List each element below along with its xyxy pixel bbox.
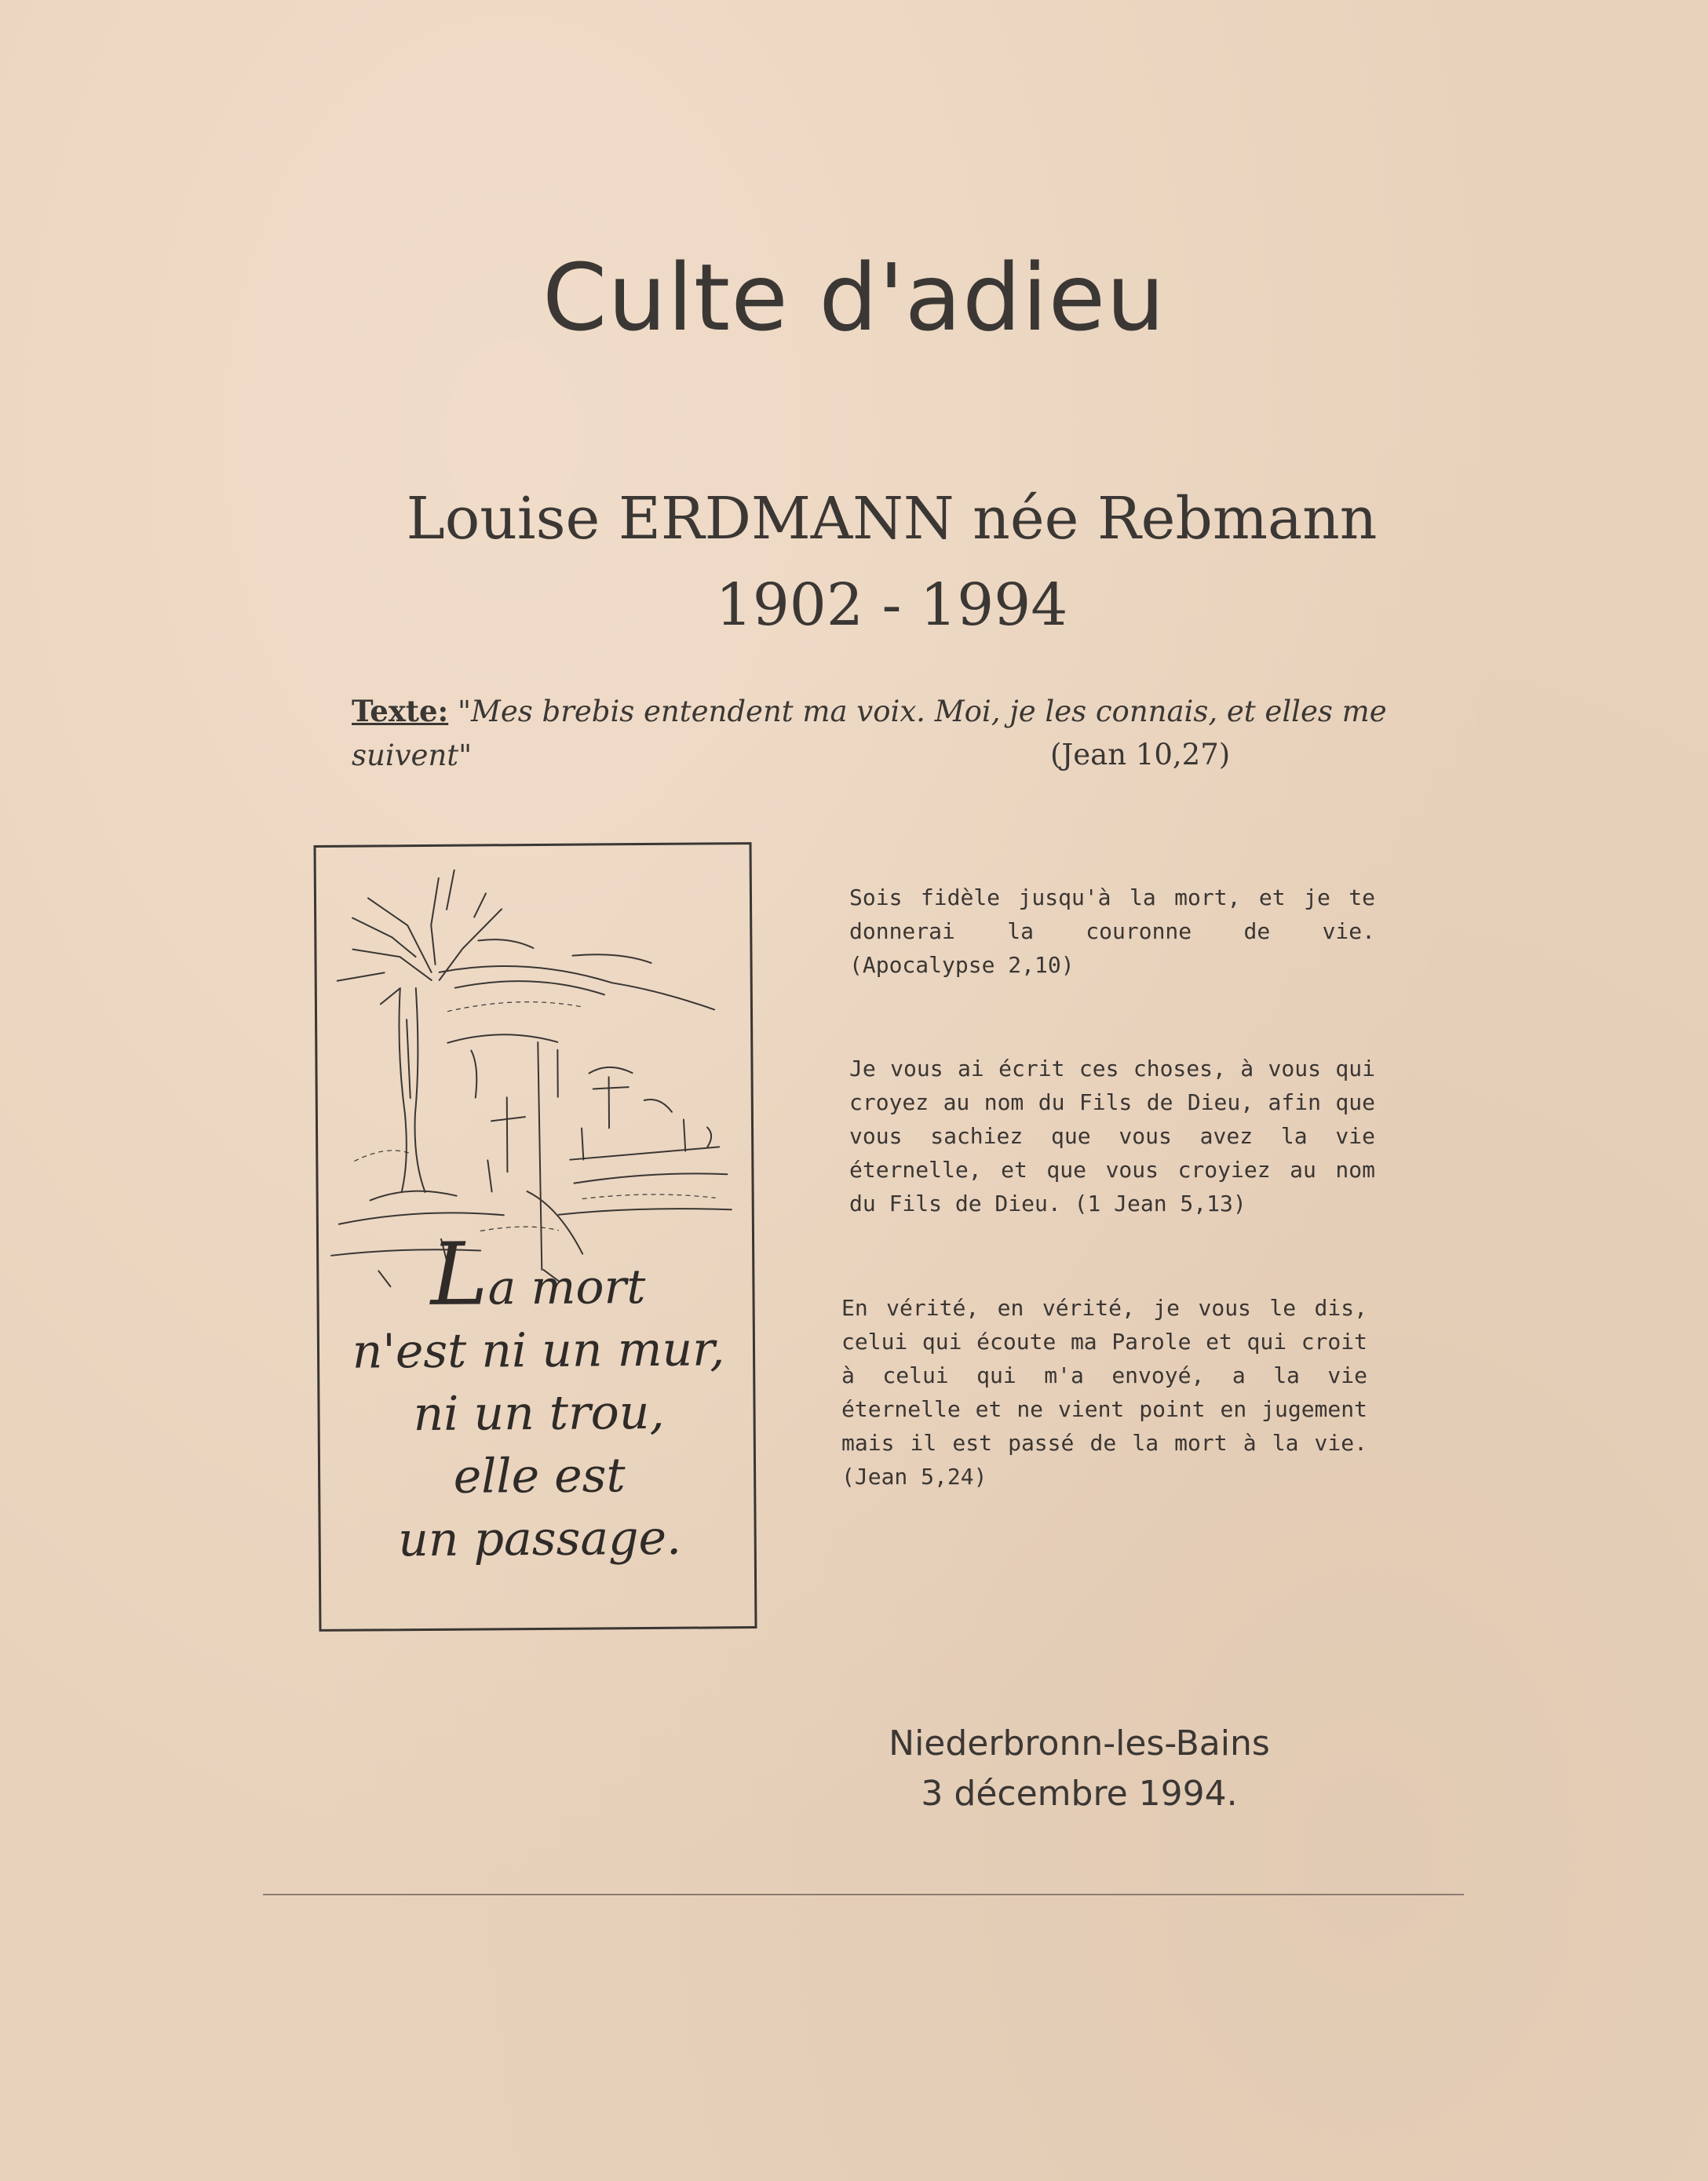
card-line-5: un passage. bbox=[397, 1510, 682, 1568]
texte-label: Texte: bbox=[352, 694, 449, 728]
card-initial: L bbox=[430, 1224, 488, 1325]
place-name: Niederbronn-les-Bains bbox=[889, 1723, 1270, 1763]
bottom-divider bbox=[263, 1894, 1464, 1895]
life-years: 1902 - 1994 bbox=[715, 571, 1068, 639]
place-and-date bbox=[793, 1719, 1366, 1819]
verse-1-jean: Je vous ai écrit ces choses, à vous qui croyez au nom du Fils de Dieu, afin que vous sachiez que vous avez la vie éternelle, et que vous croyiez au nom du Fils de Dieu. (1 Jean 5,13) bbox=[849, 1056, 1375, 1216]
verse-jean-5: En vérité, en vérité, je vous le dis, celui qui écoute ma Parole et qui croit à celui qui m'a envoyé, a la vie éternelle et ne vient point en jugement mais il est passé de la mort à la vie. (Jean 5,24) bbox=[841, 1295, 1367, 1490]
card-line-1-rest: a mort bbox=[487, 1260, 646, 1316]
card-line-3: ni un trou, bbox=[413, 1384, 665, 1442]
cemetery-tree-sketch bbox=[321, 860, 748, 1303]
scripture-text-block bbox=[352, 689, 1443, 778]
page-title: Culte d'adieu bbox=[542, 243, 1166, 352]
texte-quote: "Mes brebis entendent ma voix. Moi, je les connais, et elles me suivent" bbox=[352, 695, 1387, 772]
card-poem bbox=[319, 1224, 759, 1572]
card-line-2: n'est ni un mur, bbox=[352, 1322, 725, 1380]
card-line-4: elle est bbox=[453, 1448, 626, 1504]
texte-reference: (Jean 10,27) bbox=[1050, 738, 1231, 771]
verse-apocalypse: Sois fidèle jusqu'à la mort, et je te donnerai la couronne de vie. (Apocalypse 2,10) bbox=[849, 884, 1375, 978]
memorial-card bbox=[314, 842, 757, 1632]
card-line-1 bbox=[319, 1224, 757, 1325]
deceased-name: Louise ERDMANN née Rebmann bbox=[406, 485, 1378, 553]
ceremony-date: 3 décembre 1994. bbox=[921, 1774, 1238, 1814]
